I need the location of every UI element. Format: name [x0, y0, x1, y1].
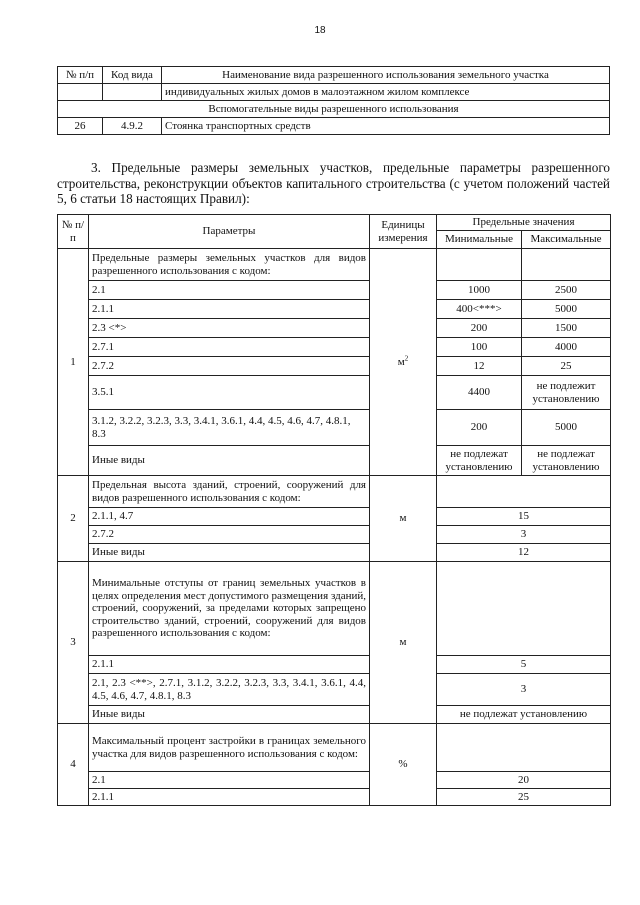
header-num: № п/п: [58, 215, 89, 249]
header-max: Максимальные: [522, 231, 611, 249]
table-row: [58, 410, 611, 446]
row-code: 2.1.1: [89, 300, 370, 319]
table-row: [58, 281, 611, 300]
row-code: 2.1: [89, 281, 370, 300]
row-min: 200: [437, 319, 522, 338]
row-code: 2.7.1: [89, 338, 370, 357]
row-max: 5000: [522, 410, 611, 446]
table-row: [58, 357, 611, 376]
header-limits: Предельные значения: [437, 215, 611, 231]
unit-text: м: [397, 355, 405, 368]
row-code: 2.1.1: [89, 656, 370, 674]
table-row: [58, 656, 611, 674]
row-min: 200: [437, 410, 522, 446]
table-row: [58, 118, 610, 135]
row-value: 25: [437, 789, 611, 806]
group-title: Минимальные отступы от границ земельных участков в целях определения мест допустимого размещения зданий, строений, сооружений, за пределами которых запрещено строительство зданий, строений, сооружений для видов разрешенного использования с кодом:: [89, 562, 370, 656]
page-number: 18: [314, 25, 326, 36]
group-title: Предельная высота зданий, строений, сооружений для видов разрешенного использования с кодом:: [89, 476, 370, 508]
row-code: 2.7.2: [89, 357, 370, 376]
row-min: 1000: [437, 281, 522, 300]
group-num: 4: [58, 724, 89, 806]
header-name: Наименование вида разрешенного использования земельного участка: [162, 67, 610, 84]
row-code: 3.1.2, 3.2.2, 3.2.3, 3.3, 3.4.1, 3.6.1, 4.4, 4.5, 4.6, 4.7, 4.8.1, 8.3: [89, 410, 370, 446]
row-min: 100: [437, 338, 522, 357]
table-row: [58, 674, 611, 706]
table-row: [58, 724, 611, 772]
row-code: 2.1.1: [89, 789, 370, 806]
row-max: 1500: [522, 319, 611, 338]
section-intro: [57, 160, 610, 207]
header-num: № п/п: [58, 67, 103, 84]
row-code: 2.1.1, 4.7: [89, 508, 370, 526]
parameters-table: [57, 214, 611, 806]
row-code: Иные виды: [89, 446, 370, 476]
table-row: [58, 562, 611, 656]
row-max: не подлежат установлению: [522, 446, 611, 476]
group-unit: %: [370, 724, 437, 806]
row-min: 4400: [437, 376, 522, 410]
unit-exponent: 2: [404, 354, 409, 363]
row-max: 2500: [522, 281, 611, 300]
row-max: 5000: [522, 300, 611, 319]
row-num: 26: [58, 118, 103, 135]
row-code: 2.3 <*>: [89, 319, 370, 338]
table-row: [58, 376, 611, 410]
row-value: не подлежат установлению: [437, 706, 611, 724]
header-code: Код вида: [103, 67, 162, 84]
row-min: 400<***>: [437, 300, 522, 319]
row-code: 2.1: [89, 772, 370, 789]
row-min: не подлежат установлению: [437, 446, 522, 476]
table-row: [58, 446, 611, 476]
table-row: [58, 789, 611, 806]
table-row: [58, 249, 611, 281]
table-section-row: [58, 101, 610, 118]
table-header-row: [58, 67, 610, 84]
group-unit: [370, 249, 437, 476]
group-unit: м: [370, 562, 437, 724]
row-code: 2.7.2: [89, 526, 370, 544]
row-min: 12: [437, 357, 522, 376]
row-max: 25: [522, 357, 611, 376]
table-row: [58, 706, 611, 724]
table-row: [58, 526, 611, 544]
group-unit: м: [370, 476, 437, 562]
row-value: 3: [437, 526, 611, 544]
group-num: 2: [58, 476, 89, 562]
row-value: 3: [437, 674, 611, 706]
row-value: 12: [437, 544, 611, 562]
header-params: Параметры: [89, 215, 370, 249]
row-code: 3.5.1: [89, 376, 370, 410]
table-row: [58, 544, 611, 562]
row-max: не подлежит установлению: [522, 376, 611, 410]
header-min: Минимальные: [437, 231, 522, 249]
section-title: Вспомогательные виды разрешенного использования: [58, 101, 610, 118]
table-header-row: [58, 215, 611, 231]
group-num: 1: [58, 249, 89, 476]
table-row: [58, 338, 611, 357]
row-code: 4.9.2: [103, 118, 162, 135]
header-units: Единицы измерения: [370, 215, 437, 249]
land-use-table: [57, 66, 610, 135]
table-row: [58, 319, 611, 338]
table-row: [58, 508, 611, 526]
table-row: [58, 84, 610, 101]
row-value: 5: [437, 656, 611, 674]
row-name: Стоянка транспортных средств: [162, 118, 610, 135]
row-value: 20: [437, 772, 611, 789]
name-continuation: индивидуальных жилых домов в малоэтажном жилом комплексе: [162, 84, 610, 101]
row-max: 4000: [522, 338, 611, 357]
table-row: [58, 300, 611, 319]
row-code: Иные виды: [89, 706, 370, 724]
group-num: 3: [58, 562, 89, 724]
intro-text: 3. Предельные размеры земельных участков, предельные параметры разрешенного строительства, реконструкции объектов капитального строительства (с учетом положений частей 5, 6 статьи 18 настоящих Правил):: [57, 160, 610, 206]
table-row: [58, 772, 611, 789]
row-code: Иные виды: [89, 544, 370, 562]
group-title: Максимальный процент застройки в границах земельного участка для видов разрешенного использования с кодом:: [89, 724, 370, 772]
group-title: Предельные размеры земельных участков для видов разрешенного использования с кодом:: [89, 249, 370, 281]
table-row: [58, 476, 611, 508]
row-code: 2.1, 2.3 <**>, 2.7.1, 3.1.2, 3.2.2, 3.2.3, 3.3, 3.4.1, 3.6.1, 4.4, 4.5, 4.6, 4.7, 4.8.1, 8.3: [89, 674, 370, 706]
row-value: 15: [437, 508, 611, 526]
